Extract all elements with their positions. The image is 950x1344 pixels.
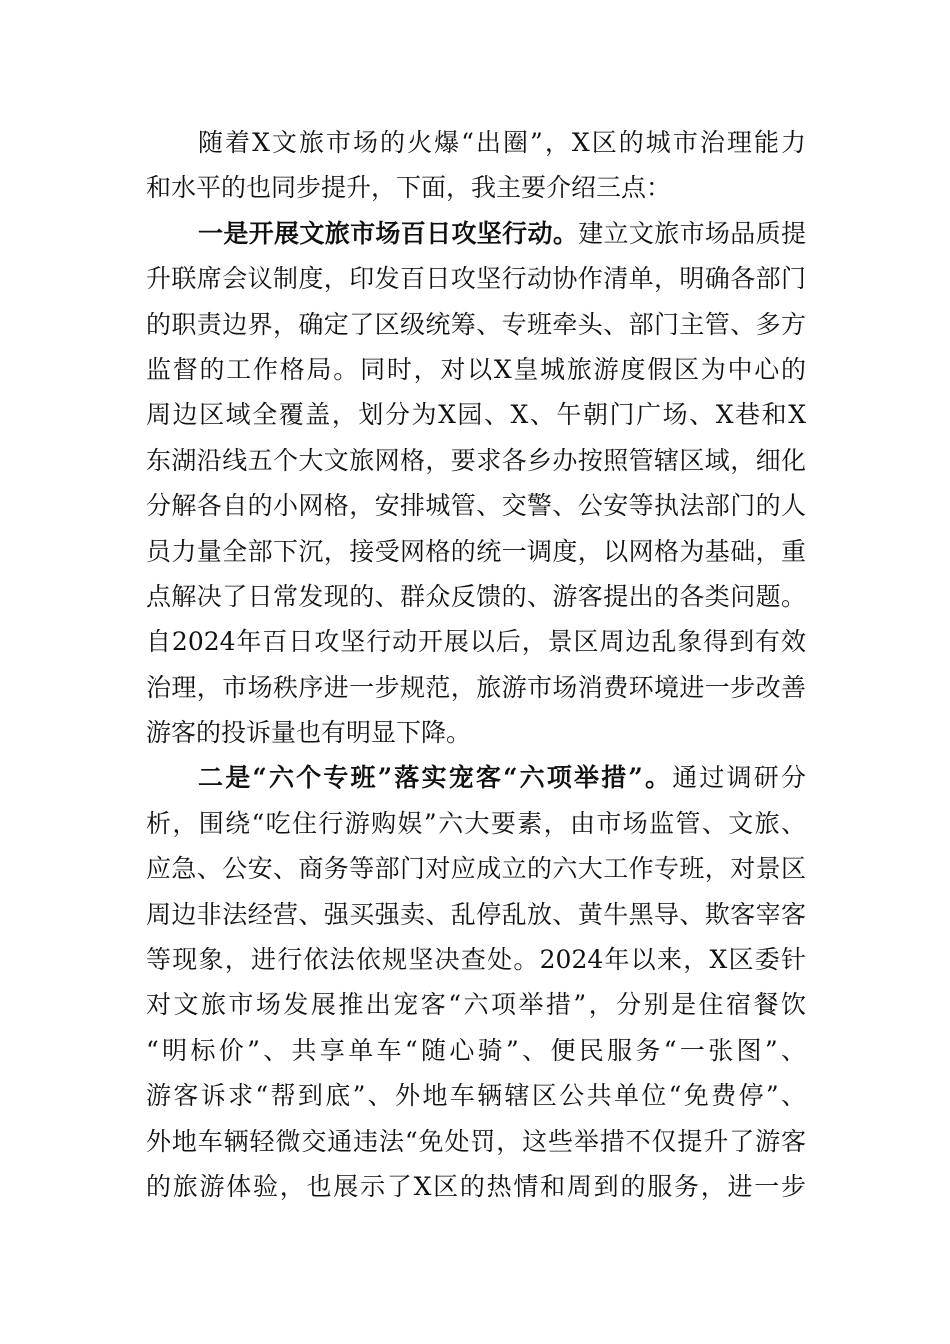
line-text: 通过调研分	[672, 763, 806, 793]
text-line	[146, 120, 806, 165]
text-line	[146, 574, 806, 619]
line-text: 游客诉求“帮到底”、外地车辆辖区公共单位“免费停”、	[146, 1081, 806, 1111]
line-text: 等现象，进行依法依规坚决查处。2024年以来，X区委针	[146, 945, 806, 975]
text-line	[146, 937, 806, 982]
text-line	[146, 302, 806, 347]
document-body	[146, 120, 806, 1209]
line-text: 对文旅市场发展推出宠客“六项举措”，分别是住宿餐饮	[146, 990, 806, 1020]
text-line	[146, 619, 806, 664]
text-line	[146, 665, 806, 710]
line-text: 的旅游体验，也展示了X区的热情和周到的服务，进一步	[146, 1171, 806, 1201]
line-text: “明标价”、共享单车“随心骑”、便民服务“一张图”、	[146, 1035, 806, 1065]
text-line	[146, 1119, 806, 1164]
line-text: 升联席会议制度，印发百日攻坚行动协作清单，明确各部门	[146, 264, 806, 294]
text-line	[146, 211, 806, 256]
line-text: 周边区域全覆盖，划分为X园、X、午朝门广场、X巷和X	[146, 400, 806, 430]
text-line	[146, 1028, 806, 1073]
text-line	[146, 710, 806, 755]
line-text: 和水平的也同步提升，下面，我主要介绍三点：	[146, 173, 672, 203]
line-text: 析，围绕“吃住行游购娱”六大要素，由市场监管、文旅、	[146, 808, 806, 838]
paragraph-point-one	[146, 211, 806, 756]
line-text: 东湖沿线五个大文旅网格，要求各乡办按照管辖区域，细化	[146, 445, 806, 475]
line-text: 点解决了日常发现的、群众反馈的、游客提出的各类问题。	[146, 581, 806, 611]
paragraph-point-two	[146, 755, 806, 1209]
text-line	[146, 165, 806, 210]
point-heading: 二是“六个专班”落实宠客“六项举措”。	[198, 763, 673, 793]
line-text: 建立文旅市场品质提	[578, 218, 806, 248]
line-text: 分解各自的小网格，安排城管、交警、公安等执法部门的人	[146, 491, 806, 521]
text-line	[146, 1073, 806, 1118]
line-text: 外地车辆轻微交通违法“免处罚，这些举措不仅提升了游客	[146, 1126, 806, 1156]
line-text: 的职责边界，确定了区级统筹、专班牵头、部门主管、多方	[146, 309, 806, 339]
text-line	[146, 483, 806, 528]
text-line	[146, 529, 806, 574]
line-text: 随着X文旅市场的火爆“出圈”，X区的城市治理能力	[198, 128, 806, 157]
text-line	[146, 892, 806, 937]
line-text: 周边非法经营、强买强卖、乱停乱放、黄牛黑导、欺客宰客	[146, 899, 806, 929]
line-text: 自2024年百日攻坚行动开展以后，景区周边乱象得到有效	[146, 627, 806, 657]
line-text: 员力量全部下沉，接受网格的统一调度，以网格为基础，重	[146, 536, 806, 566]
text-line	[146, 801, 806, 846]
text-line	[146, 256, 806, 301]
text-line	[146, 982, 806, 1027]
line-text: 治理，市场秩序进一步规范，旅游市场消费环境进一步改善	[146, 672, 806, 702]
line-text: 应急、公安、商务等部门对应成立的六大工作专班，对景区	[146, 854, 806, 884]
text-line	[146, 438, 806, 483]
line-text: 游客的投诉量也有明显下降。	[146, 718, 472, 748]
text-line	[146, 755, 806, 800]
paragraph-intro	[146, 120, 806, 211]
text-line	[146, 1164, 806, 1209]
text-line	[146, 347, 806, 392]
point-heading: 一是开展文旅市场百日攻坚行动。	[198, 218, 579, 248]
text-line	[146, 846, 806, 891]
line-text: 监督的工作格局。同时，对以X皇城旅游度假区为中心的	[146, 354, 806, 384]
text-line	[146, 392, 806, 437]
